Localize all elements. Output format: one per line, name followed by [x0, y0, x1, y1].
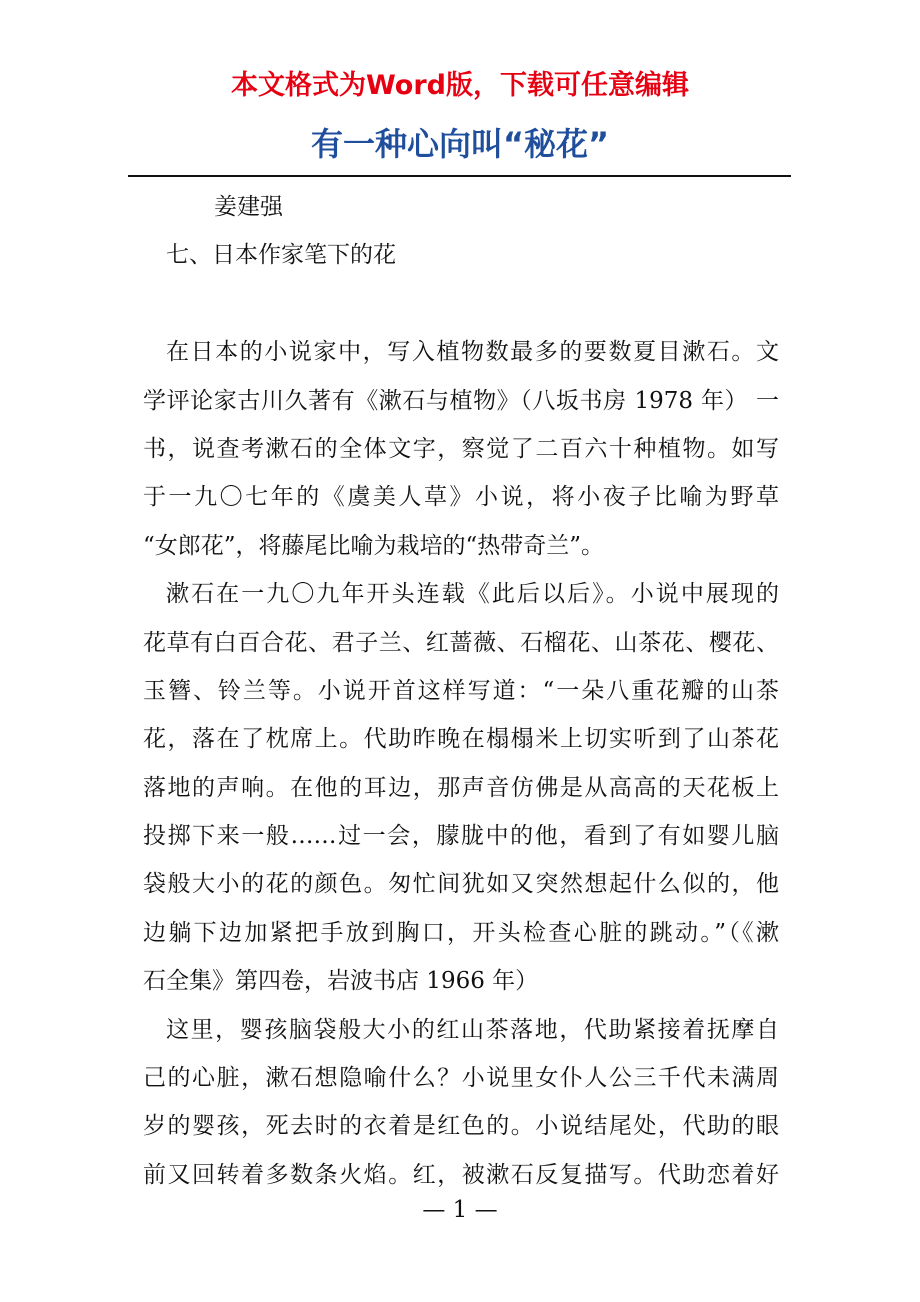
paragraph — [143, 570, 779, 1006]
section-heading: 七、日本作家笔下的花 — [166, 242, 396, 269]
paragraph-line: 石全集》第四卷，岩波书店 1966 年） — [143, 968, 539, 995]
paragraph-line: 漱石在一九〇九年开头连载《此后以后》。小说中展现的 — [166, 581, 779, 608]
author-name: 姜建强 — [214, 194, 283, 220]
paragraph-line: 于一九〇七年的《虞美人草》小说，将小夜子比喻为野草 — [143, 484, 779, 511]
blank-line — [143, 280, 779, 328]
paragraph-line: 前又回转着多数条火焰。红，被漱石反复描写。代助恋着好 — [143, 1161, 779, 1188]
paragraph-line: 投掷下来一般……过一会，朦胧中的他，看到了有如婴儿脑 — [143, 823, 779, 850]
paragraph-line: “女郎花”，将藤尾比喻为栽培的“热带奇兰”。 — [143, 532, 605, 559]
paragraph-line: 学评论家古川久著有《漱石与植物》（八坂书房 1978 年） 一 — [143, 387, 779, 414]
paragraph-line: 在日本的小说家中，写入植物数最多的要数夏目漱石。文 — [166, 339, 779, 366]
paragraph-line: 岁的婴孩，死去时的衣着是红色的。小说结尾处，代助的眼 — [143, 1113, 779, 1140]
paragraph-line: 玉簪、铃兰等。小说开首这样写道：“一朵八重花瓣的山茶 — [143, 677, 779, 704]
paragraph-line: 这里，婴孩脑袋般大小的红山茶落地，代助紧接着抚摩自 — [166, 1016, 779, 1043]
title-divider — [128, 175, 791, 177]
paragraph-line: 花草有白百合花、君子兰、红蔷薇、石榴花、山茶花、樱花、 — [143, 629, 779, 656]
paragraph-line: 边躺下边加紧把手放到胸口，开头检查心脏的跳动。”（《漱 — [143, 919, 779, 946]
paragraph — [143, 1006, 779, 1200]
download-notice: 本文格式为Word版，下载可任意编辑 — [230, 70, 689, 101]
paragraph-line: 落地的声响。在他的耳边，那声音仿佛是从高高的天花板上 — [143, 774, 779, 801]
paragraph-line: 袋般大小的花的颜色。匆忙间犹如又突然想起什么似的，他 — [143, 871, 779, 898]
paragraph-line: 书，说查考漱石的全体文字，察觉了二百六十种植物。如写 — [143, 435, 779, 462]
page-number: — 1 — — [422, 1197, 498, 1223]
document-title: 有一种心向叫“秘花” — [310, 125, 610, 163]
paragraph-line: 己的心脏，漱石想隐喻什么？小说里女仆人公三千代未满周 — [143, 1065, 779, 1092]
document-body — [143, 183, 779, 1199]
paragraph-line: 花，落在了枕席上。代助昨晚在榻榻米上切实听到了山茶花 — [143, 726, 779, 753]
paragraph — [143, 328, 779, 570]
